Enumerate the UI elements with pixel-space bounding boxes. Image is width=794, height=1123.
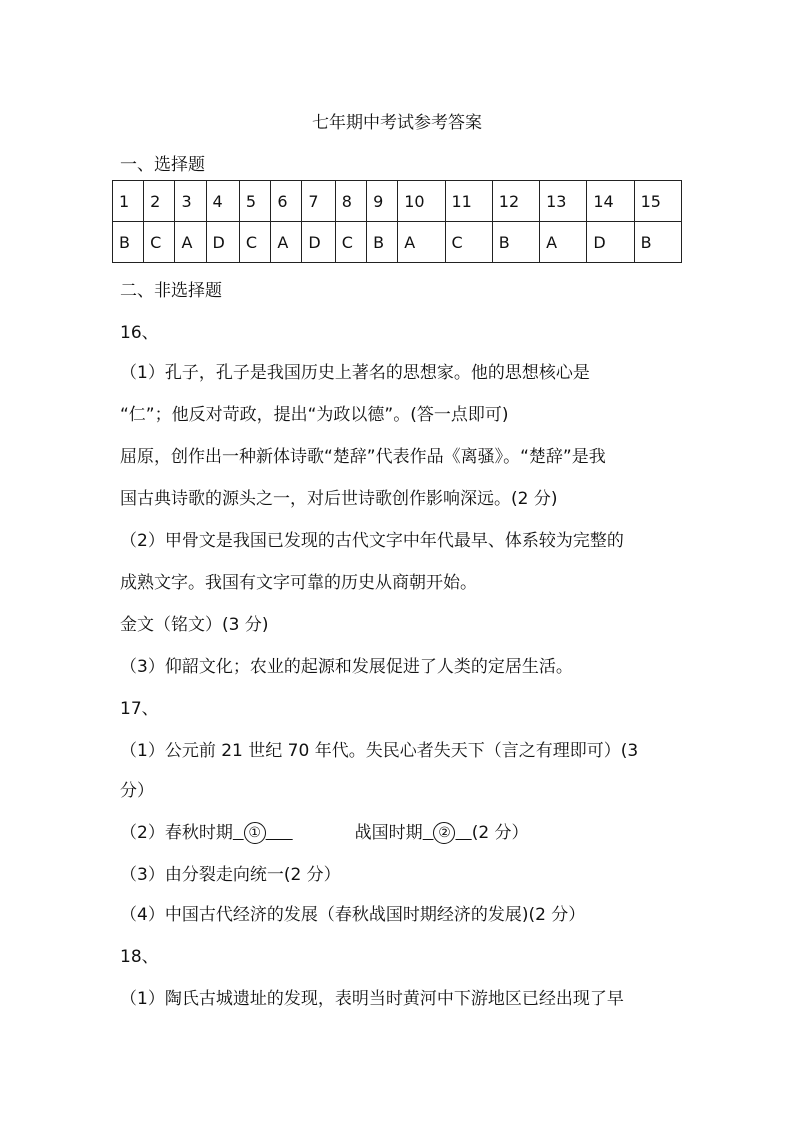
table-cell: 15 xyxy=(634,181,681,222)
section-heading-choice: 一、选择题 xyxy=(120,155,205,175)
answer-line: （3）由分裂走向统一(2 分） xyxy=(120,865,341,885)
table-cell: C xyxy=(335,222,366,263)
question-number-18: 18、 xyxy=(120,947,159,967)
table-cell: C xyxy=(239,222,270,263)
table-cell: A xyxy=(398,222,445,263)
answer-line: （1）孔子，孔子是我国历史上著名的思想家。他的思想核心是 xyxy=(120,363,590,383)
answer-table xyxy=(112,180,682,263)
table-row-numbers xyxy=(113,181,682,222)
answer-line: 国古典诗歌的源头之一，对后世诗歌创作影响深远。(2 分) xyxy=(120,489,558,509)
blank-label: （2）春秋时期 xyxy=(120,823,233,843)
answer-line: （2）甲骨文是我国已发现的古代文字中年代最早、体系较为完整的 xyxy=(120,531,624,551)
answer-line: 金文（铭文）(3 分) xyxy=(120,615,269,635)
table-cell: 6 xyxy=(271,181,302,222)
table-cell: 3 xyxy=(175,181,206,222)
table-row-answers xyxy=(113,222,682,263)
question-number-16: 16、 xyxy=(120,323,159,343)
table-cell: 7 xyxy=(302,181,335,222)
circled-number: ② xyxy=(433,822,455,844)
table-cell: C xyxy=(144,222,175,263)
table-cell: B xyxy=(367,222,398,263)
circled-number: ① xyxy=(244,822,266,844)
answer-line-blanks xyxy=(120,818,680,844)
table-cell: B xyxy=(113,222,144,263)
table-cell: 9 xyxy=(367,181,398,222)
answer-line: 成熟文字。我国有文字可靠的历史从商朝开始。 xyxy=(120,573,477,593)
table-cell: B xyxy=(634,222,681,263)
table-cell: A xyxy=(175,222,206,263)
page-title: 七年期中考试参考答案 xyxy=(312,113,482,133)
question-number-17: 17、 xyxy=(120,699,159,719)
table-cell: 4 xyxy=(206,181,239,222)
table-cell: C xyxy=(445,222,492,263)
table-cell: 2 xyxy=(144,181,175,222)
table-cell: D xyxy=(302,222,335,263)
table-cell: 11 xyxy=(445,181,492,222)
answer-line: （1）公元前 21 世纪 70 年代。失民心者失天下（言之有理即可）(3 xyxy=(120,741,639,761)
answer-line: 分） xyxy=(120,781,154,801)
table-cell: A xyxy=(271,222,302,263)
answer-line: “仁”；他反对苛政，提出“为政以德”。(答一点即可) xyxy=(120,405,509,425)
score-note: (2 分） xyxy=(471,823,529,843)
blank-label: 战国时期 xyxy=(354,823,423,843)
table-cell: 14 xyxy=(587,181,634,222)
section-heading-nonchoice: 二、非选择题 xyxy=(120,281,222,301)
answer-line: （3）仰韶文化；农业的起源和发展促进了人类的定居生活。 xyxy=(120,657,573,677)
table-cell: 8 xyxy=(335,181,366,222)
table-cell: 1 xyxy=(113,181,144,222)
table-cell: A xyxy=(540,222,587,263)
table-cell: 13 xyxy=(540,181,587,222)
answer-line: 屈原，创作出一种新体诗歌“楚辞”代表作品《离骚》。“楚辞”是我 xyxy=(120,447,606,467)
table-cell: 5 xyxy=(239,181,270,222)
answer-line: （4）中国古代经济的发展（春秋战国时期经济的发展)(2 分） xyxy=(120,905,586,925)
answer-line: （1）陶氏古城遗址的发现，表明当时黄河中下游地区已经出现了早 xyxy=(120,989,624,1009)
table-cell: 10 xyxy=(398,181,445,222)
table-cell: B xyxy=(492,222,539,263)
table-cell: D xyxy=(206,222,239,263)
table-cell: D xyxy=(587,222,634,263)
table-cell: 12 xyxy=(492,181,539,222)
